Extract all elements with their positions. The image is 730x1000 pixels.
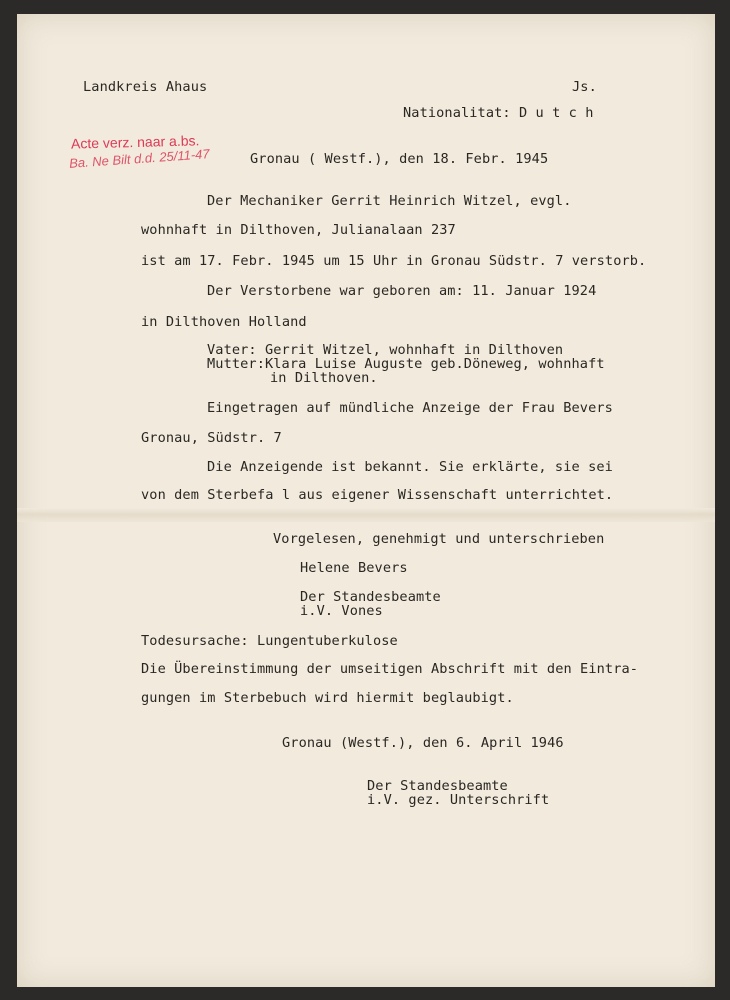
cause-of-death: Todesursache: Lungentuberkulose	[141, 633, 398, 649]
body-line: in Dilthoven Holland	[141, 314, 307, 330]
document-page	[17, 14, 715, 987]
certification-line: Die Übereinstimmung der umseitigen Abschrift mit den Eintra-	[141, 661, 639, 677]
body-line: Der Mechaniker Gerrit Heinrich Witzel, evgl.	[207, 193, 572, 209]
mother-line-cont: in Dilthoven.	[270, 370, 378, 386]
certification-line: gungen im Sterbebuch wird hiermit beglaubigt.	[141, 690, 514, 706]
stamp-text-1: Acte verz. naar a.bs.	[70, 132, 200, 152]
archive-stamp	[69, 134, 259, 184]
certifying-registrar-signature: i.V. gez. Unterschrift	[367, 792, 550, 808]
certification-place-date: Gronau (Westf.), den 6. April 1946	[282, 735, 564, 751]
body-line: Der Verstorbene war geboren am: 11. Januar 1924	[207, 283, 597, 299]
body-line: Die Anzeigende ist bekannt. Sie erklärte, sie sei	[207, 459, 613, 475]
registrar-name: i.V. Vones	[300, 603, 383, 619]
read-approved-signed: Vorgelesen, genehmigt und unterschrieben	[273, 531, 605, 547]
body-line: Gronau, Südstr. 7	[141, 430, 282, 446]
stamp-text-2: Ba. Ne Bilt d.d. 25/11-47	[68, 146, 211, 171]
nationality: Nationalitat: D u t c h	[403, 105, 594, 121]
informant-name: Helene Bevers	[300, 560, 408, 576]
father-line: Vater: Gerrit Witzel, wohnhaft in Dilthoven	[207, 342, 564, 358]
certifying-registrar-title: Der Standesbeamte	[367, 778, 508, 794]
body-line: ist am 17. Febr. 1945 um 15 Uhr in Gronau Südstr. 7 verstorb.	[141, 253, 647, 269]
body-line: Eingetragen auf mündliche Anzeige der Frau Bevers	[207, 400, 613, 416]
registration-place-date: Gronau ( Westf.), den 18. Febr. 1945	[250, 151, 549, 167]
registrar-title: Der Standesbeamte	[300, 589, 441, 605]
paper-fold	[17, 508, 715, 522]
body-line: wohnhaft in Dilthoven, Julianalaan 237	[141, 222, 456, 238]
body-line: von dem Sterbefa l aus eigener Wissenschaft unterrichtet.	[141, 487, 614, 503]
reference-mark: Js.	[572, 79, 597, 95]
mother-line: Mutter:Klara Luise Auguste geb.Döneweg, wohnhaft	[207, 356, 605, 372]
district-name: Landkreis Ahaus	[83, 79, 208, 95]
